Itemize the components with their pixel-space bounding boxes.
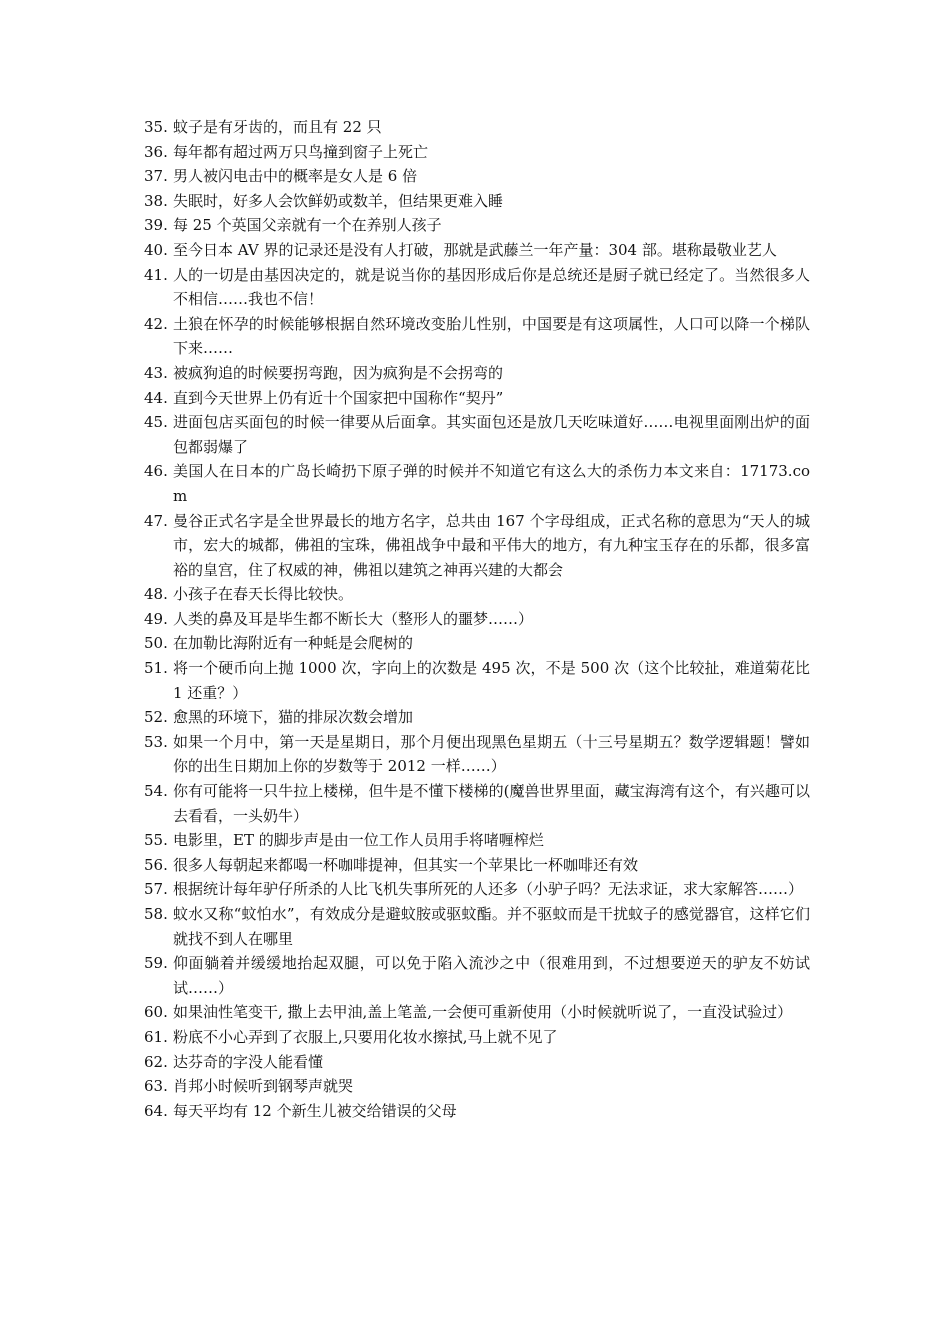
item-text: 失眠时，好多人会饮鲜奶或数羊，但结果更难入睡 <box>173 191 504 210</box>
list-item <box>144 951 810 1000</box>
item-number: 58. <box>144 905 168 923</box>
fact-list <box>144 115 810 1123</box>
item-number: 57. <box>144 880 168 899</box>
list-item <box>144 877 810 902</box>
list-item <box>144 902 810 951</box>
item-number: 48. <box>144 585 168 604</box>
item-text: 男人被闪电击中的概率是女人是 6 倍 <box>173 167 418 186</box>
item-text: 直到今天世界上仍有近十个国家把中国称作“契丹” <box>173 388 504 407</box>
item-number: 49. <box>144 609 168 628</box>
list-item <box>144 1000 810 1025</box>
list-item <box>144 607 810 632</box>
list-item <box>144 1025 810 1050</box>
list-item <box>144 140 810 165</box>
item-text: 至今日本 AV 界的记录还是没有人打破，那就是武藤兰一年产量：304 部。堪称最敬业艺人 <box>173 240 777 259</box>
list-item <box>144 312 810 361</box>
item-text: 进面包店买面包的时候一律要从后面拿。其实面包还是放几天吃味道好……电视里面刚出炉的面包都弱爆了 <box>173 413 810 456</box>
list-item <box>144 779 810 828</box>
item-number: 60. <box>144 1003 168 1022</box>
item-number: 42. <box>144 314 168 333</box>
item-number: 44. <box>144 388 168 407</box>
item-number: 51. <box>144 659 168 678</box>
list-item <box>144 1050 810 1075</box>
item-text: 人类的鼻及耳是毕生都不断长大（整形人的噩梦……） <box>173 609 534 628</box>
item-text: 仰面躺着并缓缓地抬起双腿，可以免于陷入流沙之中（很难用到，不过想要逆天的驴友不妨试试……） <box>173 954 810 997</box>
item-number: 36. <box>144 142 168 161</box>
item-text: 达芬奇的字没人能看懂 <box>173 1052 324 1071</box>
list-item <box>144 164 810 189</box>
list-item <box>144 582 810 607</box>
list-item <box>144 263 810 312</box>
item-text: 在加勒比海附近有一种蚝是会爬树的 <box>173 634 414 653</box>
item-number: 63. <box>144 1077 168 1096</box>
item-text: 将一个硬币向上抛 1000 次，字向上的次数是 495 次，不是 500 次（这个比较扯，难道菊花比 1 还重？） <box>173 659 810 702</box>
list-item <box>144 386 810 411</box>
item-number: 35. <box>144 118 168 136</box>
item-text: 粉底不小心弄到了衣服上,只要用化妆水擦拭,马上就不见了 <box>173 1027 558 1046</box>
item-number: 62. <box>144 1052 168 1071</box>
item-number: 53. <box>144 732 168 751</box>
list-item <box>144 705 810 730</box>
item-number: 64. <box>144 1101 168 1120</box>
item-text: 每天平均有 12 个新生儿被交给错误的父母 <box>173 1101 457 1120</box>
item-number: 41. <box>144 265 168 284</box>
item-text: 每年都有超过两万只鸟撞到窗子上死亡 <box>173 142 429 161</box>
item-text: 电影里，ET 的脚步声是由一位工作人员用手将啫喱榨烂 <box>173 831 544 850</box>
item-text: 被疯狗追的时候要拐弯跑，因为疯狗是不会拐弯的 <box>173 363 504 382</box>
item-text: 曼谷正式名字是全世界最长的地方名字，总共由 167 个字母组成，正式名称的意思为“天人的城市，宏大的城都，佛祖的宝珠，佛祖战争中最和平伟大的地方，有九种宝玉存在的乐都，很多富裕的皇宫，住了权威的神，佛祖以建筑之神再兴建的大都会 <box>173 511 810 579</box>
list-item <box>144 459 810 508</box>
item-number: 55. <box>144 831 168 850</box>
item-text: 很多人每朝起来都喝一杯咖啡提神，但其实一个苹果比一杯咖啡还有效 <box>173 855 639 874</box>
item-text: 每 25 个英国父亲就有一个在养别人孩子 <box>173 216 442 235</box>
list-item <box>144 1074 810 1099</box>
item-number: 45. <box>144 413 168 432</box>
list-item <box>144 631 810 656</box>
item-text: 如果油性笔变干, 撒上去甲油,盖上笔盖,一会便可重新使用（小时候就听说了，一直没试验过） <box>173 1003 793 1022</box>
list-item <box>144 189 810 214</box>
list-item <box>144 115 810 140</box>
list-item <box>144 410 810 459</box>
item-number: 47. <box>144 511 168 530</box>
item-number: 52. <box>144 708 168 727</box>
item-number: 40. <box>144 240 168 259</box>
list-item <box>144 213 810 238</box>
list-item <box>144 1099 810 1124</box>
item-number: 59. <box>144 954 168 973</box>
item-number: 38. <box>144 191 168 210</box>
item-text: 蚊水又称“蚊怕水”，有效成分是避蚊胺或驱蚊酯。并不驱蚊而是干扰蚊子的感觉器官，这样它们就找不到人在哪里 <box>173 905 810 948</box>
item-text: 人的一切是由基因决定的，就是说当你的基因形成后你是总统还是厨子就已经定了。当然很多人不相信……我也不信！ <box>173 265 810 309</box>
item-number: 46. <box>144 462 168 481</box>
item-number: 54. <box>144 782 168 801</box>
item-text: 如果一个月中，第一天是星期日，那个月便出现黑色星期五（十三号星期五？数学逻辑题！譬如你的出生日期加上你的岁数等于 2012 一样……） <box>173 732 810 776</box>
item-number: 39. <box>144 216 168 235</box>
item-number: 37. <box>144 167 168 186</box>
item-number: 50. <box>144 634 168 653</box>
list-item <box>144 509 810 583</box>
item-number: 43. <box>144 363 168 382</box>
item-text: 小孩子在春天长得比较快。 <box>173 585 354 604</box>
list-item <box>144 828 810 853</box>
item-text: 愈黑的环境下，猫的排尿次数会增加 <box>173 708 414 727</box>
list-item <box>144 361 810 386</box>
item-text: 土狼在怀孕的时候能够根据自然环境改变胎儿性别，中国要是有这项属性，人口可以降一个梯队下来…… <box>173 314 810 358</box>
list-item <box>144 656 810 705</box>
item-text: 蚊子是有牙齿的，而且有 22 只 <box>173 118 382 136</box>
list-item <box>144 853 810 878</box>
item-text: 你有可能将一只牛拉上楼梯，但牛是不懂下楼梯的(魔兽世界里面，藏宝海湾有这个，有兴趣可以去看看，一头奶牛） <box>173 782 810 825</box>
item-text: 根据统计每年驴仔所杀的人比飞机失事所死的人还多（小驴子吗？无法求证，求大家解答……） <box>173 880 804 899</box>
item-text: 肖邦小时候听到钢琴声就哭 <box>173 1077 354 1096</box>
list-item <box>144 238 810 263</box>
item-number: 56. <box>144 855 168 874</box>
list-item <box>144 730 810 779</box>
item-text: 美国人在日本的广岛长崎扔下原子弹的时候并不知道它有这么大的杀伤力本文来自：17173.com <box>173 462 810 505</box>
item-number: 61. <box>144 1027 168 1046</box>
